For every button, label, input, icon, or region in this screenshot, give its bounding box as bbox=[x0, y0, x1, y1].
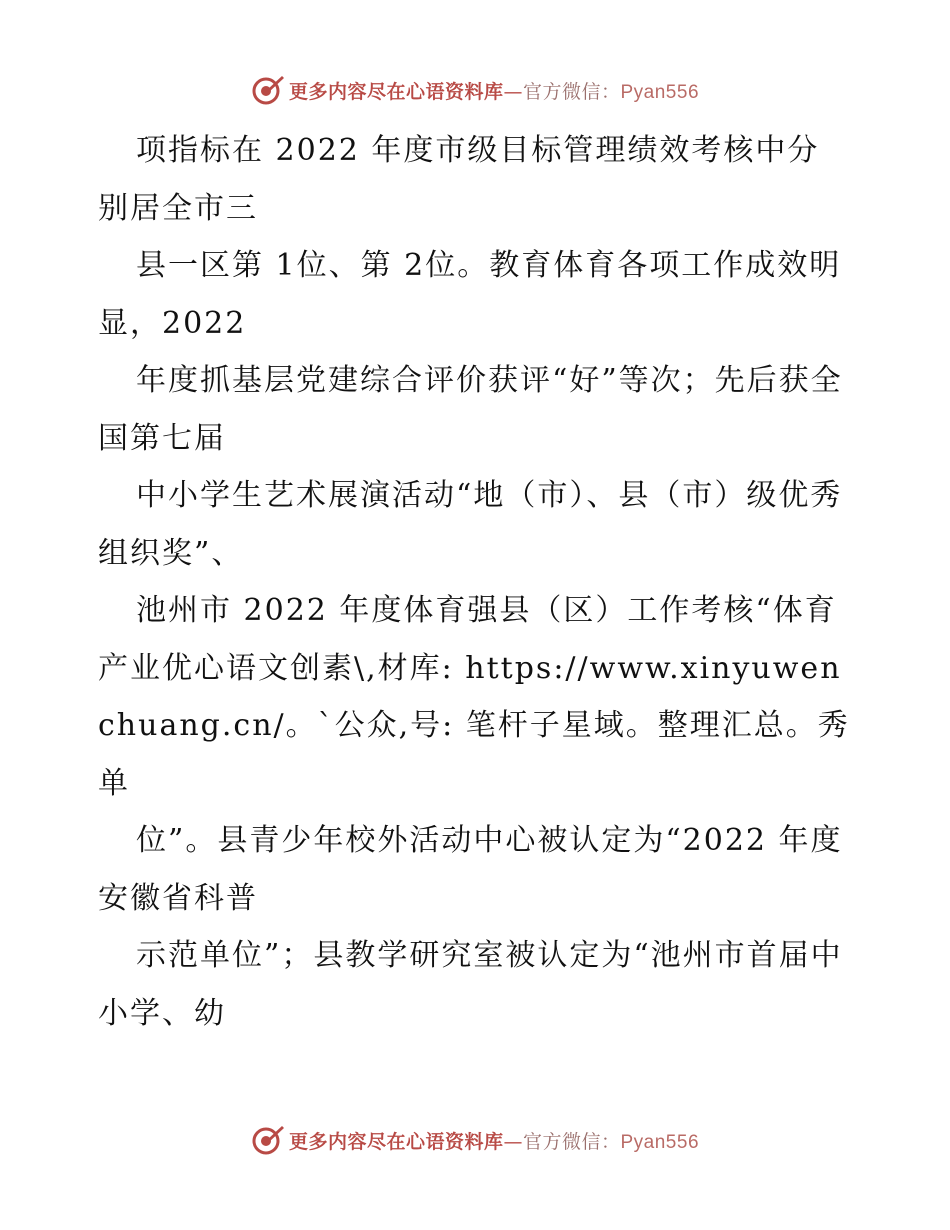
document-body bbox=[98, 122, 850, 1042]
header-separator: — bbox=[503, 80, 523, 103]
header-text bbox=[289, 77, 699, 104]
footer-separator: — bbox=[503, 1130, 523, 1153]
pen-logo-icon bbox=[251, 1123, 285, 1157]
paragraph: 中小学生艺术展演活动“地（市）、县（市）级优秀组织奖”、 bbox=[98, 478, 843, 571]
pen-logo-icon bbox=[251, 73, 285, 107]
footer-site-name: 更多内容尽在心语资料库 bbox=[288, 1130, 504, 1153]
header-site-name: 更多内容尽在心语资料库 bbox=[288, 80, 504, 103]
paragraph: 示范单位”；县教学研究室被认定为“池州市首届中小学、幼 bbox=[98, 938, 843, 1031]
paragraph: 项指标在 2022 年度市级目标管理绩效考核中分别居全市三 bbox=[98, 133, 820, 226]
header-wechat-id: Pyan556 bbox=[620, 81, 700, 103]
paragraph: 位”。县青少年校外活动中心被认定为“2022 年度安徽省科普 bbox=[98, 823, 843, 916]
header-wechat-label: 官方微信： bbox=[522, 80, 621, 103]
header-banner bbox=[0, 72, 950, 108]
footer-wechat-id: Pyan556 bbox=[620, 1131, 700, 1153]
paragraph: 年度抓基层党建综合评价获评“好”等次；先后获全国第七届 bbox=[98, 363, 843, 456]
footer-wechat-label: 官方微信： bbox=[522, 1130, 621, 1153]
footer-banner bbox=[0, 1122, 950, 1158]
paragraph: 县一区第 1位、第 2位。教育体育各项工作成效明显，2022 bbox=[98, 248, 842, 341]
paragraph: 池州市 2022 年度体育强县（区）工作考核“体育产业优心语文创素\,材库: https://www.xinyuwenchuang.cn/。`公众,号: 笔杆子星域。整理汇总。秀单 bbox=[98, 593, 850, 801]
footer-text bbox=[289, 1127, 699, 1154]
